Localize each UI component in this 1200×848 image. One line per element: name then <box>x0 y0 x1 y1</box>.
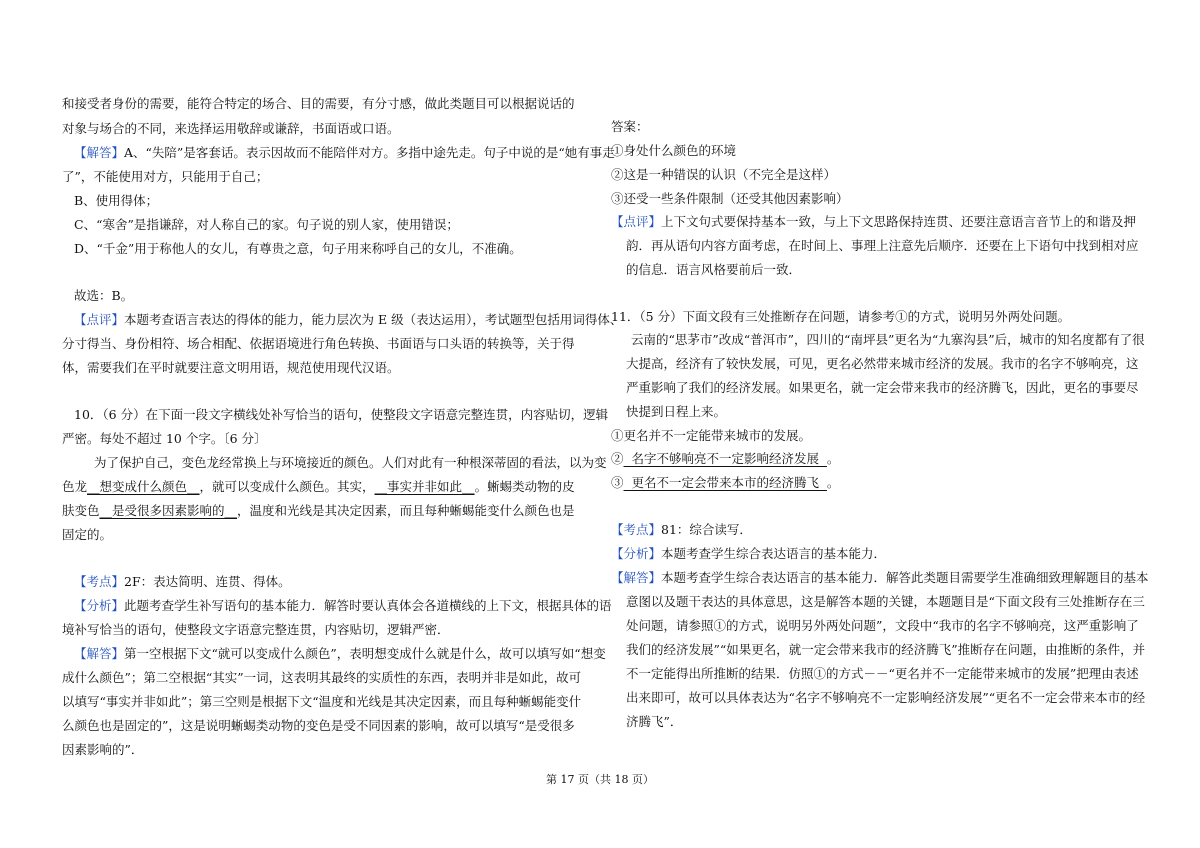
q10-passage-1: 为了保护自己，变色龙经常换上与环境接近的颜色。人们对此有一种根深蒂固的看法，以为变 <box>94 455 607 470</box>
solution-line-2: 成什么颜色”；第二空根据“其实”一词，这表明其最终的实质性的东西，表明并非是如此，故可 <box>62 670 582 685</box>
q11-item-3: ③ 更名不一定会带来本市的经济腾飞 。 <box>611 475 840 490</box>
blank-2: __事实并非如此__ <box>374 479 475 494</box>
q11-passage-4: 快提到日程上来。 <box>626 404 727 419</box>
review-line-1: 【点评】本题考查语言表达的得体的能力，能力层次为 E 级（表达运用），考试题型包括用词得体、 <box>74 312 623 327</box>
q11-line-1: 11．（5 分）下面文段有三处推断存在问题，请参考①的方式，说明另外两处问题。 <box>611 309 1071 324</box>
q10-line-1: 10．（6 分）在下面一段文字横线处补写恰当的语句，使整段文字语意完整连贯，内容贴切，逻辑 <box>74 407 609 422</box>
solution-line-6: 出来即可，故可以具体表达为“名字不够响亮不一定影响经济发展”“更名不一定会带来本市的经 <box>626 690 1146 705</box>
analysis-tag: 【分析】 <box>611 546 662 561</box>
q11-item-1: ①更名并不一定能带来城市的发展。 <box>611 428 812 443</box>
solution-line-7: 济腾飞”． <box>626 714 683 729</box>
q10-passage-2: 色龙__想变成什么颜色__，就可以变成什么颜色。其实，__事实并非如此__。蜥蜴类动物的皮 <box>62 479 575 494</box>
review-tag: 【点评】 <box>611 214 662 229</box>
answer-title: 答案： <box>611 119 649 134</box>
point-tag: 【考点】 <box>74 574 125 589</box>
page-footer: 第 17 页（共 18 页） <box>546 773 654 786</box>
answer-b: B、使用得体； <box>74 193 159 208</box>
q10-passage-3: 肤变色__是受很多因素影响的__，温度和光线是其决定因素，而且每种蜥蜴能变什么颜色也是 <box>62 503 575 518</box>
point-tag: 【考点】 <box>611 522 662 537</box>
analysis-tag: 【分析】 <box>74 598 125 613</box>
review-line-2: 韵．再从语句内容方面考虑，在时间上、事理上注意先后顺序．还要在上下语句中找到相对应 <box>626 238 1139 253</box>
answer-item-1: ①身处什么颜色的环境 <box>611 143 737 158</box>
review-line-1: 【点评】上下文句式要保持基本一致，与上下文思路保持连贯、还要注意语言音节上的和谐及押 <box>611 214 1137 229</box>
blank-3: __是受很多因素影响的__ <box>99 503 238 518</box>
answer-item-2: ②这是一种错误的认识（不完全是这样） <box>611 167 837 182</box>
point-line: 【考点】2F：表达简明、连贯、得体。 <box>74 574 291 589</box>
analysis-line-1: 【分析】此题考查学生补写语句的基本能力．解答时要认真体会各道横线的上下文，根据具体的语 <box>74 598 612 613</box>
blank-item-2: 名字不够响亮不一定影响经济发展 <box>623 451 827 466</box>
answer-a-line-2: 了”，不能使用对方，只能用于自己； <box>62 169 269 184</box>
solution-line-4: 么颜色也是固定的”，这是说明蜥蜴类动物的变色是受不同因素的影响，故可以填写“是受很多 <box>62 718 575 733</box>
solution-line-3: 处问题，请参照①的方式，说明另外两处问题”，文段中“我市的名字不够响亮，这严重影响了 <box>626 618 1139 633</box>
answer-item-3: ③还受一些条件限制（还受其他因素影响） <box>611 191 849 206</box>
review-tag: 【点评】 <box>74 312 125 327</box>
answer-a-line-1: 【解答】A、“失陪”是客套话。表示因故而不能陪伴对方。多指中途先走。句子中说的是“她有事走 <box>74 145 615 160</box>
point-line: 【考点】81：综合读写． <box>611 522 752 537</box>
q10-passage-4: 固定的。 <box>62 527 113 542</box>
solution-line-3: 以填写“事实并非如此”；第三空则是根据下文“温度和光线是其决定因素，而且每种蜥蜴能变什 <box>62 694 582 709</box>
answer-tag: 【解答】 <box>611 570 662 585</box>
intro-line-2: 对象与场合的不同，来选择运用敬辞或谦辞，书面语或口语。 <box>62 121 400 136</box>
q11-passage-1: 云南的“思茅市”改成“普洱市”，四川的“南坪县”更名为“九寨沟县”后，城市的知名度都有了很 <box>631 332 1145 347</box>
answer-d: D、“千金”用于称他人的女儿，有尊贵之意，句子用来称呼自己的女儿，不准确。 <box>74 241 522 256</box>
answer-c: C、“寒舍”是指谦辞，对人称自己的家。句子说的别人家，使用错误； <box>74 217 459 232</box>
q11-passage-3: 严重影响了我们的经济发展。如果更名，就一定会带来我市的经济腾飞，因此，更名的事要尽 <box>626 380 1139 395</box>
q10-line-2: 严密。每处不超过 10 个字。〔6 分〕 <box>62 431 267 446</box>
q11-passage-2: 大提高，经济有了较快发展，可见，更名必然带来城市经济的发展。我市的名字不够响亮，这 <box>626 356 1139 371</box>
solution-line-1: 【解答】第一空根据下文“就可以变成什么颜色”，表明想变成什么就是什么，故可以填写如“想变 <box>74 646 606 661</box>
answer-tag: 【解答】 <box>74 145 125 160</box>
solution-line-4: 我们的经济发展”“如果更名，就一定会带来我市的经济腾飞”推断存在问题，由推断的条件，并 <box>626 642 1146 657</box>
review-line-2: 分寸得当、身份相符、场合相配、依据语境进行角色转换、书面语与口头语的转换等，关于得 <box>62 336 575 351</box>
analysis-line-2: 境补写恰当的语句，使整段文字语意完整连贯，内容贴切，逻辑严密． <box>62 622 450 637</box>
review-line-3: 的信息．语言风格要前后一致． <box>626 262 802 277</box>
review-line-3: 体，需要我们在平时就要注意文明用语，规范使用现代汉语。 <box>62 360 400 375</box>
answer-tag-2: 【解答】 <box>74 646 125 661</box>
blank-1: __想变成什么颜色__ <box>87 479 200 494</box>
intro-line-1: 和接受者身份的需要，能符合特定的场合、目的需要，有分寸感，做此类题目可以根据说话的 <box>62 96 575 111</box>
solution-line-5: 不一定能得出所推断的结果．仿照①的方式－－“更名并不一定能带来城市的发展”把理由表述 <box>626 666 1139 681</box>
analysis-line: 【分析】本题考查学生综合表达语言的基本能力． <box>611 546 887 561</box>
solution-line-2: 意图以及题干表达的具体意思，这是解答本题的关键，本题题目是“下面文段有三处推断存在三 <box>626 594 1145 609</box>
choose-line: 故选：B。 <box>74 288 134 303</box>
solution-line-5: 因素影响的”． <box>62 742 144 757</box>
solution-line-1: 【解答】本题考查学生综合表达语言的基本能力．解答此类题目需要学生准确细致理解题目的基本 <box>611 570 1149 585</box>
q11-item-2: ② 名字不够响亮不一定影响经济发展 。 <box>611 451 840 466</box>
blank-item-3: 更名不一定会带来本市的经济腾飞 <box>623 475 827 490</box>
